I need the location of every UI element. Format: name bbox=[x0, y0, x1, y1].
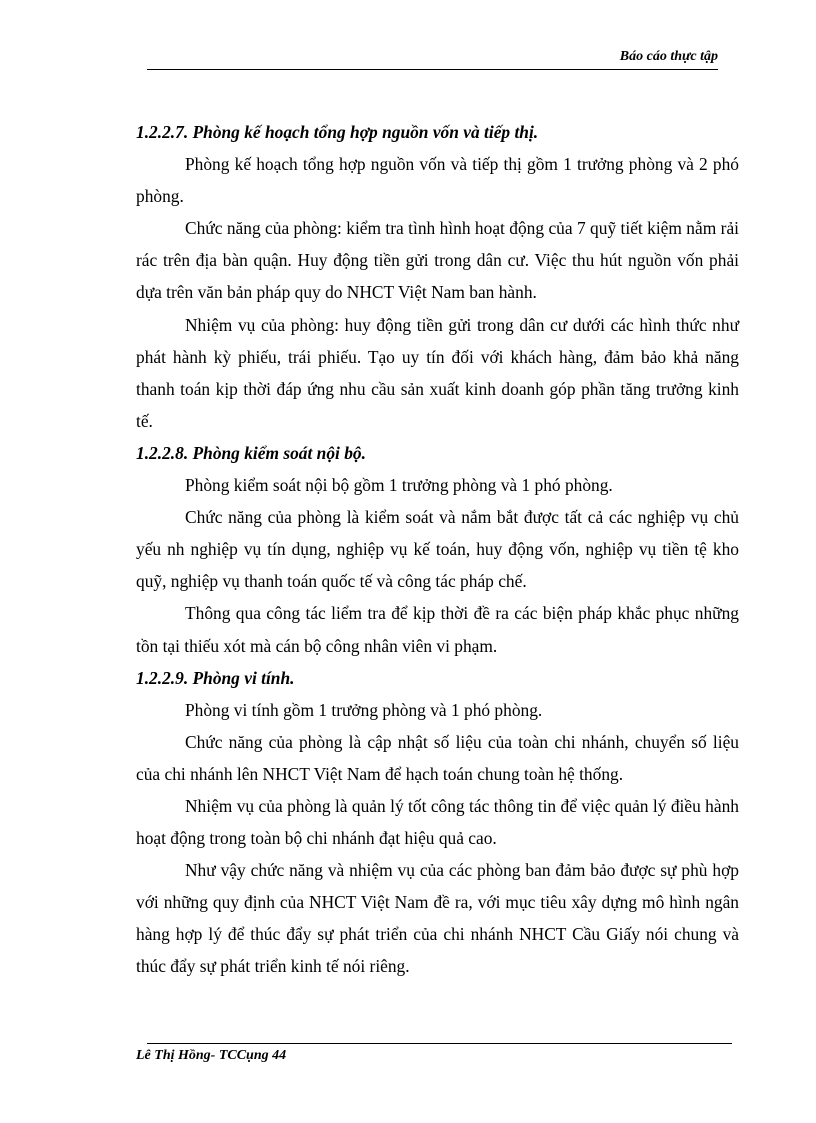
paragraph: Nhiệm vụ của phòng là quản lý tốt công tác thông tin để việc quản lý điều hành hoạt động trong toàn bộ chi nhánh đạt hiệu quả cao. bbox=[136, 795, 739, 849]
footer-divider bbox=[147, 1043, 732, 1044]
header-divider bbox=[147, 69, 718, 70]
paragraph: Chức năng của phòng: kiểm tra tình hình hoạt động của 7 quỹ tiết kiệm nằm rải rác trên địa bàn quận. Huy động tiền gửi trong dân cư. Việc thu hút nguồn vốn phải dựa trên văn bản pháp quy do NHCT Việt Nam ban hành. bbox=[136, 218, 739, 303]
section-heading-1-2-2-8: 1.2.2.8. Phòng kiểm soát nội bộ. bbox=[136, 442, 366, 463]
section-heading-1-2-2-7: 1.2.2.7. Phòng kế hoạch tổng hợp nguồn vốn và tiếp thị. bbox=[136, 122, 539, 142]
paragraph: Phòng vi tính gồm 1 trưởng phòng và 1 phó phòng. bbox=[185, 699, 543, 720]
document-body bbox=[136, 116, 739, 983]
paragraph: Chức năng của phòng là kiểm soát và nắm bắt được tất cả các nghiệp vụ chủ yếu nh nghiệp vụ tín dụng, nghiệp vụ kế toán, huy động vốn, nghiệp vụ tiền tệ kho quỹ, nghiệp vụ thanh toán quốc tế và công tác pháp chế. bbox=[136, 507, 739, 592]
paragraph: Chức năng của phòng là cập nhật số liệu của toàn chi nhánh, chuyển số liệu của chi nhánh lên NHCT Việt Nam để hạch toán chung toàn hệ thống. bbox=[136, 731, 739, 784]
section-heading-1-2-2-9: 1.2.2.9. Phòng vi tính. bbox=[136, 667, 295, 688]
paragraph: Thông qua công tác liểm tra để kịp thời đề ra các biện pháp khắc phục những tồn tại thiếu xót mà cán bộ công nhân viên vi phạm. bbox=[136, 603, 739, 656]
page-footer-author: Lê Thị Hồng- TCCụng 44 bbox=[136, 1048, 287, 1063]
paragraph: Phòng kiểm soát nội bộ gồm 1 trưởng phòng và 1 phó phòng. bbox=[185, 475, 613, 496]
paragraph: Như vậy chức năng và nhiệm vụ của các phòng ban đảm bảo được sự phù hợp với những quy định của NHCT Việt Nam đề ra, với mục tiêu xây dựng mô hình ngân hàng hợp lý để thúc đẩy sự phát triển của chi nhánh NHCT Cầu Giấy nói chung và thúc đẩy sự phát triển kinh tế nói riêng. bbox=[136, 860, 739, 977]
paragraph: Phòng kế hoạch tổng hợp nguồn vốn và tiếp thị gồm 1 trưởng phòng và 2 phó phòng. bbox=[136, 154, 739, 207]
paragraph: Nhiệm vụ của phòng: huy động tiền gửi trong dân cư dưới các hình thức như phát hành kỳ phiếu, trái phiếu. Tạo uy tín đối với khách hàng, đảm bảo khả năng thanh toán kịp thời đáp ứng nhu cầu sản xuất kinh doanh góp phần tăng trưởng kinh tế. bbox=[136, 314, 739, 431]
page-header-title: Báo cáo thực tập bbox=[619, 49, 718, 64]
